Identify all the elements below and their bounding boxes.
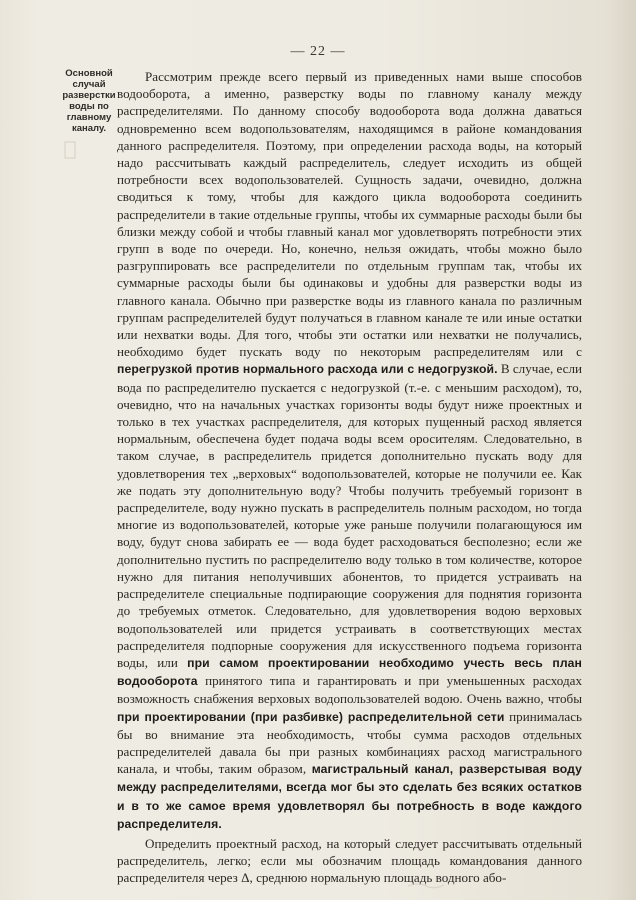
body-text [117,68,582,887]
bold-phrase: магистральный канал, разверстывая воду между распределителями, всегда мог бы это сделать без всяких остатков и в то же самое время удовлетворял бы потребность в воде каждого распределителя. [117,762,582,831]
paragraph-1 [117,68,582,833]
faint-stamp-mark [62,140,78,160]
bold-phrase: при проектировании (при разбивке) распределительной сети [117,709,505,724]
bold-phrase: перегрузкой против нормального расхода или с недогрузкой. [117,362,498,377]
faint-ink-mark [406,880,446,890]
text-run: В случае, если вода по распределителю пускается с недогрузкой (т.-е. с меньшим расходом), то, очевидно, что на начальных участках горизонты воды будут ниже проектных и только в тех участках распределителя, для которых пущенный расход является нормальным, обеспечена будет подача воды всем оросителям. Следовательно, в таком случае, в распределитель придется дополнительно пускать воду для удовлетворения тех „верховых“ водопользователей, которые не получили ее. Как же подать эту дополнительную воду? Чтобы получить требуемый горизонт в распределителе, воду нужно пускать в распределитель полным расходом, но тогда многие из водопользователей, которые уже раньше получили полагающуюся им воду, будут снова забирать ее — вода будет расходоваться бесполезно; если же дополнительно пустить по распределителю воду только в том количестве, которое нужно для питания неполучивших абонентов, то придется устраивать на распределителе специальные подпирающие сооружения для поднятия горизонта до требуемых отметок. Следовательно, для удовлетворения водою верховых водопользователей или придется устраивать в соответствующих местах распределителя подпорные сооружения для искусственного подъема горизонта воды, или [117,361,583,670]
text-run: Рассмотрим прежде всего первый из приведенных нами выше способов водооборота, а именно, разверстку воды по главному каналу между распределителями. По данному способу водооборота вода должна даваться одновременно всем водопользователям, находящимся в районе командования данного распределителя. Поэтому, при определении расхода воды, на который надо рассчитывать каждый распределитель, следует исходить из общей потребности всех водопользователей. Сущность задачи, очевидно, должна сводиться к тому, чтобы для каждого цикла водооборота соединить распределители в такие отдельные группы, чтобы их суммарные расходы были бы близки между собой и чтобы главный канал мог удовлетворять потребности этих групп в воде по очереди. Но, конечно, нельзя ожидать, чтобы можно было разгруппировать все распределители по отдельным группам так, чтобы их суммарные расходы были бы одинаковы и удобны для разверстки воды из главного канала. Обычно при разверстке воды из главного канала по различным группам распределителей будут получаться в главном канале те или иные остатки или нехватки воды. Для того, чтобы эти остатки или нехватки не получались, необходимо будет пускать воду по некоторым распределителям или с [117,69,582,360]
margin-note: Основной случай разверстки воды по главному каналу. [62,68,116,134]
text-run: принималась бы во внимание эта необходимость, чтобы сумма расходов отдельных распределителей давала бы при разных комбинациях расход магистрального канала, и чтобы, таким образом, [117,708,582,777]
bold-phrase: при самом проектировании необходимо учесть весь план водооборота [117,655,583,689]
page-number: — 22 — [290,44,346,59]
text-run: принятого типа и гарантировать и при уменьшенных расходах возможность снабжения верховых водопользователей водою. Очень важно, чтобы [117,673,582,707]
paragraph-2: Определить проектный расход, на который следует рассчитывать отдельный распределитель, легко; если мы обозначим площадь командования данного распределителя через Δ, среднюю нормальную площадь водного або- [117,835,582,886]
